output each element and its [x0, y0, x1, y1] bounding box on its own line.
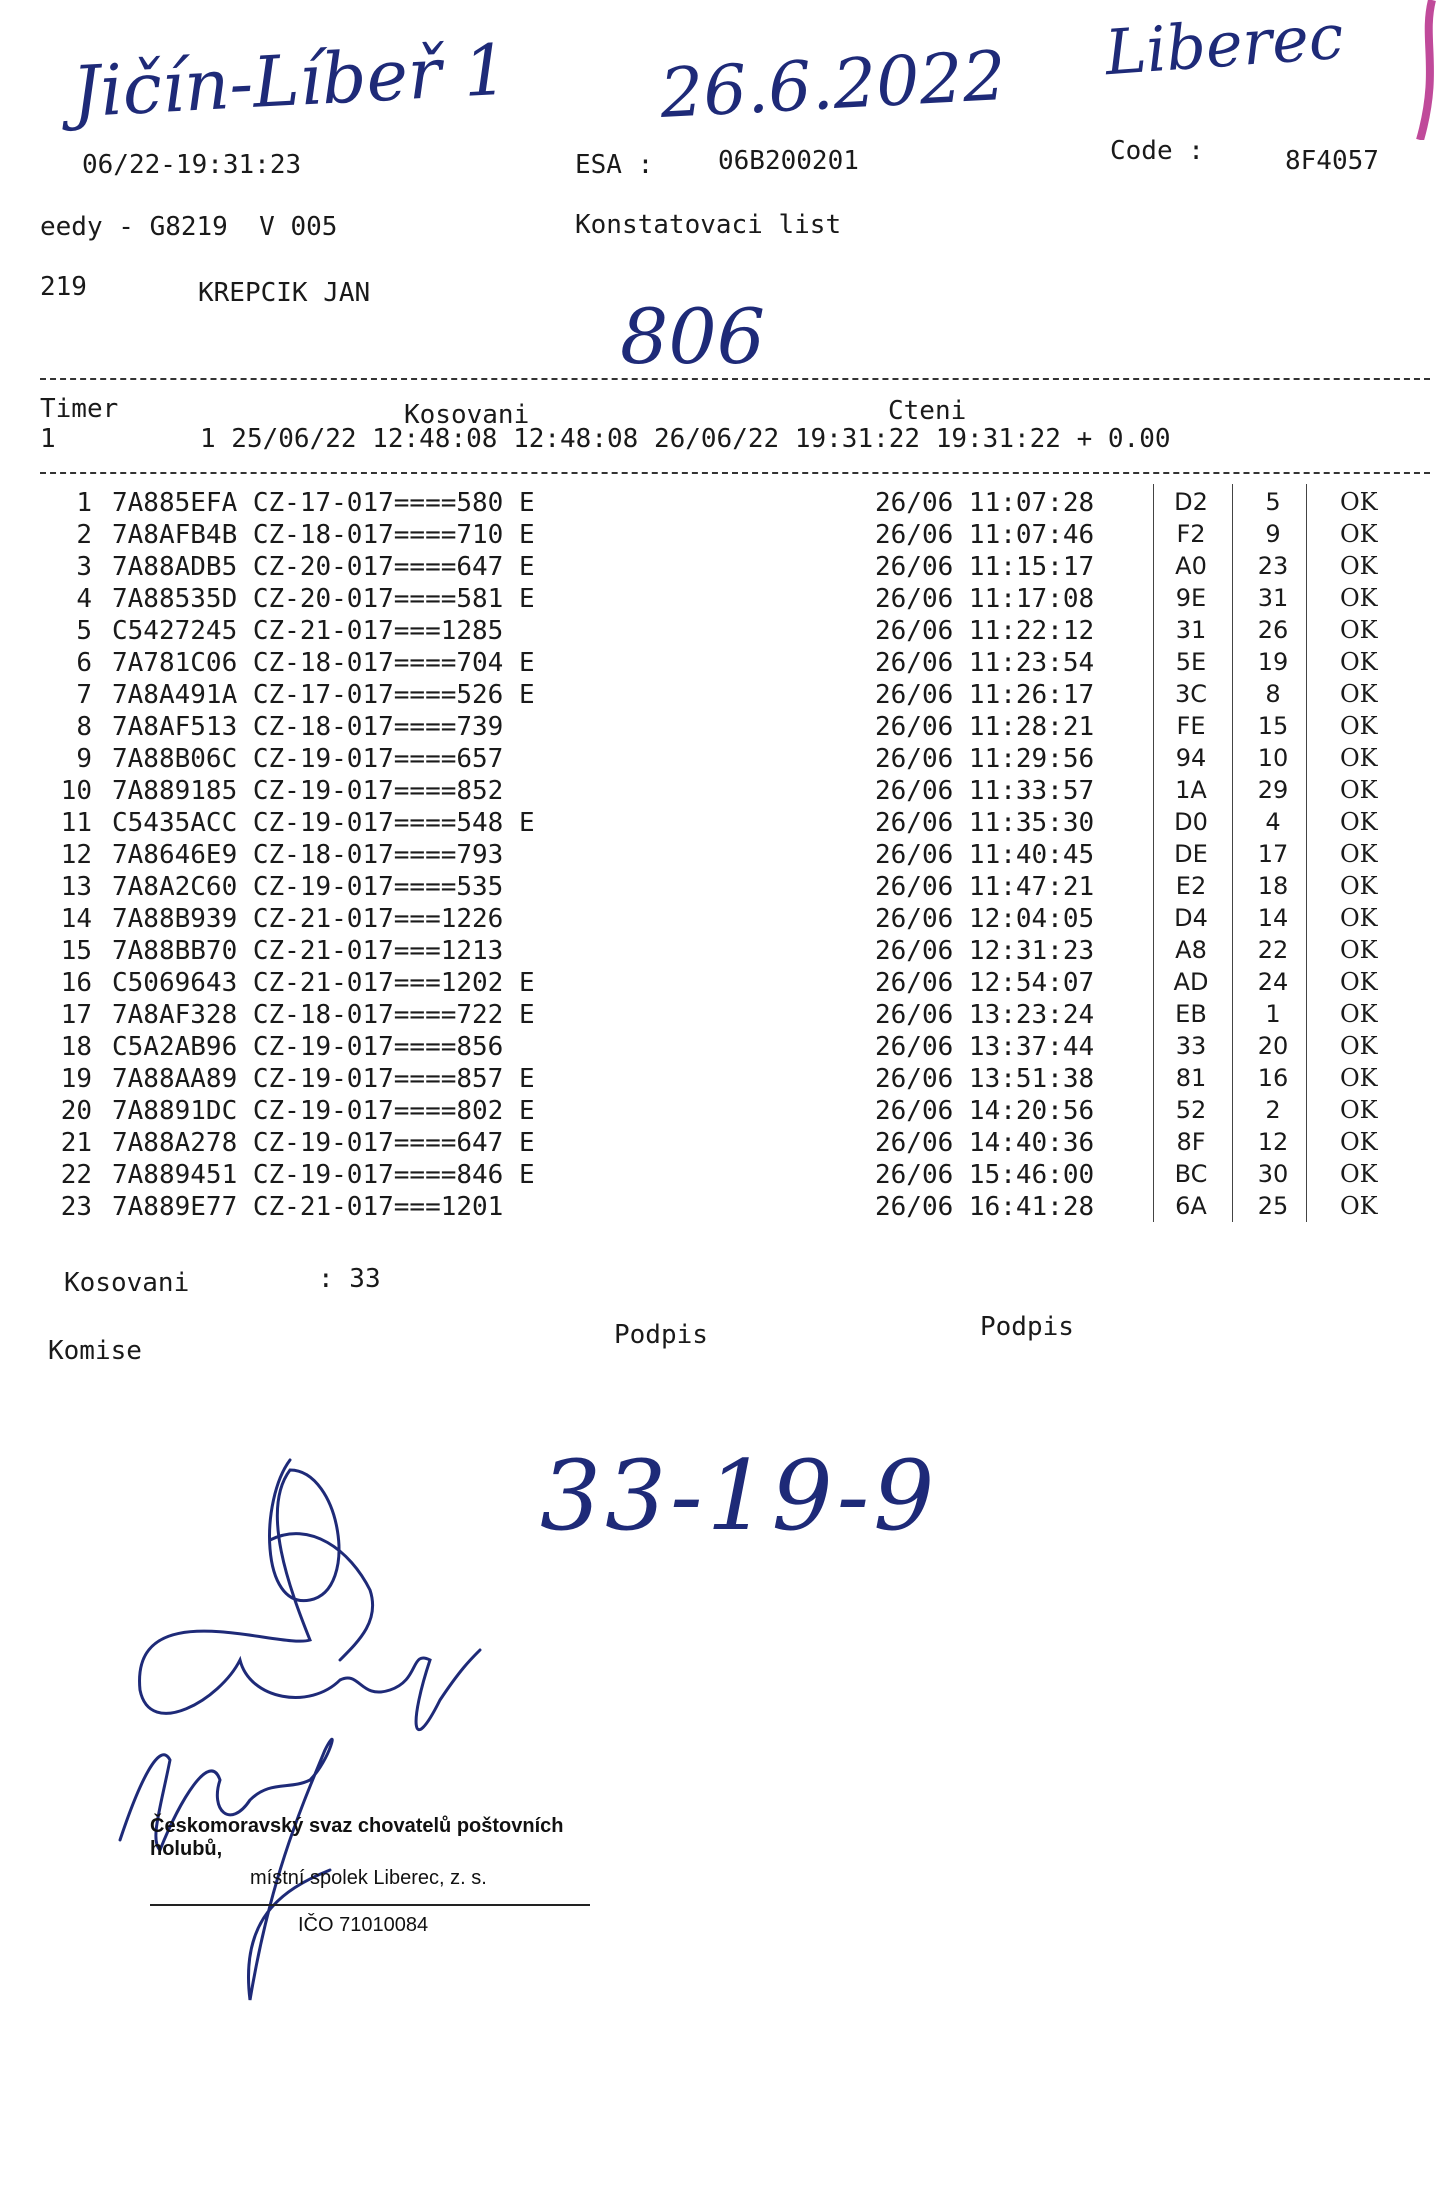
- ring-number: 7A88B939 CZ-21-017===1226: [112, 904, 504, 934]
- arrival-time: 26/06 15:46:00: [875, 1160, 1095, 1190]
- position-number: 5: [1265, 488, 1281, 516]
- arrival-time: 26/06 12:54:07: [875, 968, 1095, 998]
- position-number: 14: [1257, 904, 1289, 932]
- arrival-time: 26/06 11:29:56: [875, 744, 1095, 774]
- esa-label: ESA :: [575, 150, 654, 180]
- stamp-line-1: Českomoravský svaz chovatelů poštovních holubů,: [150, 1815, 564, 1860]
- code-value: 8F4057: [1285, 146, 1379, 176]
- clock-code: D0: [1174, 808, 1208, 836]
- status-ok: OK: [1340, 520, 1378, 548]
- arrival-time: 26/06 11:22:12: [875, 616, 1095, 646]
- table-row: [40, 1096, 1420, 1128]
- clock-code: D4: [1174, 904, 1208, 932]
- clock-code: 52: [1175, 1096, 1207, 1124]
- table-row: [40, 1192, 1420, 1224]
- clock-code: A0: [1175, 552, 1207, 580]
- position-number: 22: [1257, 936, 1289, 964]
- status-ok: OK: [1340, 1192, 1378, 1220]
- table-row: [40, 808, 1420, 840]
- clock-code: 3C: [1174, 680, 1208, 708]
- position-number: 23: [1257, 552, 1289, 580]
- status-ok: OK: [1340, 1032, 1378, 1060]
- ring-number: C5435ACC CZ-19-017====548 E: [112, 808, 535, 838]
- status-ok: OK: [1340, 712, 1378, 740]
- cteni-label: Cteni: [888, 396, 967, 426]
- organization-stamp: [150, 1815, 590, 1937]
- arrival-time: 26/06 11:17:08: [875, 584, 1095, 614]
- status-ok: OK: [1340, 1160, 1378, 1188]
- table-row: [40, 968, 1420, 1000]
- row-index: 13: [60, 872, 92, 902]
- table-row: [40, 648, 1420, 680]
- status-ok: OK: [1340, 488, 1378, 516]
- table-row: [40, 872, 1420, 904]
- arrival-time: 26/06 11:26:17: [875, 680, 1095, 710]
- owner-id: 219: [40, 272, 87, 302]
- ring-number: 7A8AFB4B CZ-18-017====710 E: [112, 520, 535, 550]
- position-number: 31: [1257, 584, 1289, 612]
- arrival-time: 26/06 14:20:56: [875, 1096, 1095, 1126]
- position-number: 9: [1265, 520, 1281, 548]
- arrival-table: [40, 488, 1420, 1224]
- ring-number: C5A2AB96 CZ-19-017====856: [112, 1032, 504, 1062]
- position-number: 12: [1257, 1128, 1289, 1156]
- position-number: 30: [1257, 1160, 1289, 1188]
- status-ok: OK: [1340, 968, 1378, 996]
- kosovani-total-value: : 33: [318, 1264, 381, 1294]
- row-index: 7: [76, 680, 92, 710]
- kosovani-total-label: Kosovani: [64, 1268, 190, 1298]
- row-index: 22: [60, 1160, 92, 1190]
- position-number: 1: [1265, 1000, 1281, 1028]
- arrival-time: 26/06 13:37:44: [875, 1032, 1095, 1062]
- arrival-time: 26/06 11:28:21: [875, 712, 1095, 742]
- position-number: 25: [1257, 1192, 1289, 1220]
- row-index: 11: [60, 808, 92, 838]
- ring-number: 7A88B06C CZ-19-017====657: [112, 744, 504, 774]
- ring-number: 7A88ADB5 CZ-20-017====647 E: [112, 552, 535, 582]
- timer-value: 1: [40, 424, 56, 454]
- arrival-time: 26/06 14:40:36: [875, 1128, 1095, 1158]
- esa-value: 06B200201: [718, 146, 859, 176]
- status-ok: OK: [1340, 872, 1378, 900]
- row-index: 6: [76, 648, 92, 678]
- row-index: 20: [60, 1096, 92, 1126]
- ring-number: 7A8AF328 CZ-18-017====722 E: [112, 1000, 535, 1030]
- clock-code: EB: [1175, 1000, 1207, 1028]
- position-number: 17: [1257, 840, 1289, 868]
- row-index: 21: [60, 1128, 92, 1158]
- arrival-time: 26/06 11:23:54: [875, 648, 1095, 678]
- stamp-line-2: místní spolek Liberec, z. s.: [250, 1867, 487, 1889]
- row-index: 16: [60, 968, 92, 998]
- ring-number: 7A88A278 CZ-19-017====647 E: [112, 1128, 535, 1158]
- handwritten-date: 26.6.2022: [658, 36, 1008, 135]
- arrival-time: 26/06 11:33:57: [875, 776, 1095, 806]
- clock-code: FE: [1176, 712, 1206, 740]
- position-number: 4: [1265, 808, 1281, 836]
- dashed-separator-bottom: [40, 472, 1430, 474]
- position-number: 24: [1257, 968, 1289, 996]
- table-row: [40, 1128, 1420, 1160]
- timing-line: 1 25/06/22 12:48:08 12:48:08 26/06/22 19:31:22 19:31:22 + 0.00: [200, 424, 1171, 454]
- status-ok: OK: [1340, 680, 1378, 708]
- table-row: [40, 936, 1420, 968]
- table-row: [40, 488, 1420, 520]
- arrival-time: 26/06 11:47:21: [875, 872, 1095, 902]
- table-row: [40, 616, 1420, 648]
- handwritten-place: Jičín-Líbeř 1: [70, 28, 510, 134]
- table-row: [40, 776, 1420, 808]
- status-ok: OK: [1340, 904, 1378, 932]
- position-number: 2: [1265, 1096, 1281, 1124]
- position-number: 19: [1257, 648, 1289, 676]
- ring-number: 7A781C06 CZ-18-017====704 E: [112, 648, 535, 678]
- clock-code: 94: [1175, 744, 1207, 772]
- row-index: 19: [60, 1064, 92, 1094]
- row-index: 12: [60, 840, 92, 870]
- table-row: [40, 712, 1420, 744]
- status-ok: OK: [1340, 1096, 1378, 1124]
- clock-code: BC: [1174, 1160, 1208, 1188]
- clock-code: F2: [1176, 520, 1206, 548]
- table-row: [40, 1000, 1420, 1032]
- clock-code: A8: [1175, 936, 1207, 964]
- position-number: 26: [1257, 616, 1289, 644]
- status-ok: OK: [1340, 584, 1378, 612]
- arrival-time: 26/06 11:40:45: [875, 840, 1095, 870]
- status-ok: OK: [1340, 744, 1378, 772]
- handwritten-city: Liberec: [1102, 0, 1346, 90]
- position-number: 29: [1257, 776, 1289, 804]
- stamp-line-3: IČO 71010084: [298, 1914, 429, 1936]
- status-ok: OK: [1340, 1000, 1378, 1028]
- position-number: 20: [1257, 1032, 1289, 1060]
- arrival-time: 26/06 12:31:23: [875, 936, 1095, 966]
- table-row: [40, 744, 1420, 776]
- ring-number: C5069643 CZ-21-017===1202 E: [112, 968, 535, 998]
- position-number: 18: [1257, 872, 1289, 900]
- clock-code: 8F: [1176, 1128, 1206, 1156]
- row-index: 5: [76, 616, 92, 646]
- row-index: 23: [60, 1192, 92, 1222]
- clock-code: DE: [1174, 840, 1208, 868]
- ring-number: C5427245 CZ-21-017===1285: [112, 616, 504, 646]
- row-index: 14: [60, 904, 92, 934]
- status-ok: OK: [1340, 1128, 1378, 1156]
- code-label: Code :: [1110, 136, 1204, 166]
- table-row: [40, 1160, 1420, 1192]
- position-number: 8: [1265, 680, 1281, 708]
- row-index: 8: [76, 712, 92, 742]
- handwritten-number: 806: [620, 292, 766, 381]
- ring-number: 7A88BB70 CZ-21-017===1213: [112, 936, 504, 966]
- komise-label: Komise: [48, 1336, 142, 1366]
- arrival-time: 26/06 11:35:30: [875, 808, 1095, 838]
- table-row: [40, 1032, 1420, 1064]
- table-row: [40, 552, 1420, 584]
- arrival-time: 26/06 11:07:46: [875, 520, 1095, 550]
- print-timestamp: 06/22-19:31:23: [82, 150, 302, 180]
- arrival-time: 26/06 11:07:28: [875, 488, 1095, 518]
- clock-code: 1A: [1175, 776, 1207, 804]
- clock-code: 81: [1175, 1064, 1207, 1092]
- row-index: 17: [60, 1000, 92, 1030]
- table-row: [40, 680, 1420, 712]
- device-info: eedy - G8219 V 005: [40, 212, 338, 242]
- row-index: 15: [60, 936, 92, 966]
- table-row: [40, 584, 1420, 616]
- ring-number: 7A88AA89 CZ-19-017====857 E: [112, 1064, 535, 1094]
- ring-number: 7A8AF513 CZ-18-017====739: [112, 712, 504, 742]
- ring-number: 7A8891DC CZ-19-017====802 E: [112, 1096, 535, 1126]
- owner-name: KREPCIK JAN: [198, 278, 371, 308]
- row-index: 2: [76, 520, 92, 550]
- ring-number: 7A889185 CZ-19-017====852: [112, 776, 504, 806]
- arrival-time: 26/06 13:23:24: [875, 1000, 1095, 1030]
- arrival-time: 26/06 16:41:28: [875, 1192, 1095, 1222]
- ring-number: 7A8A491A CZ-17-017====526 E: [112, 680, 535, 710]
- status-ok: OK: [1340, 1064, 1378, 1092]
- status-ok: OK: [1340, 648, 1378, 676]
- arrival-time: 26/06 13:51:38: [875, 1064, 1095, 1094]
- status-ok: OK: [1340, 616, 1378, 644]
- status-ok: OK: [1340, 936, 1378, 964]
- arrival-time: 26/06 11:15:17: [875, 552, 1095, 582]
- stamp-divider: [150, 1904, 590, 1906]
- podpis-label-1: Podpis: [614, 1320, 708, 1350]
- table-row: [40, 904, 1420, 936]
- status-ok: OK: [1340, 840, 1378, 868]
- position-number: 15: [1257, 712, 1289, 740]
- ring-number: 7A8646E9 CZ-18-017====793: [112, 840, 504, 870]
- position-number: 16: [1257, 1064, 1289, 1092]
- row-index: 4: [76, 584, 92, 614]
- clock-code: 33: [1175, 1032, 1207, 1060]
- clock-code: D2: [1174, 488, 1208, 516]
- ring-number: 7A88535D CZ-20-017====581 E: [112, 584, 535, 614]
- handwritten-score: 33-19-9: [540, 1440, 939, 1552]
- arrival-time: 26/06 12:04:05: [875, 904, 1095, 934]
- table-row: [40, 840, 1420, 872]
- ring-number: 7A8A2C60 CZ-19-017====535: [112, 872, 504, 902]
- ring-number: 7A889451 CZ-19-017====846 E: [112, 1160, 535, 1190]
- ring-number: 7A889E77 CZ-21-017===1201: [112, 1192, 504, 1222]
- table-row: [40, 520, 1420, 552]
- clock-code: 5E: [1175, 648, 1207, 676]
- position-number: 10: [1257, 744, 1289, 772]
- pink-marker-stroke: [1412, 0, 1440, 140]
- clock-code: E2: [1175, 872, 1207, 900]
- status-ok: OK: [1340, 808, 1378, 836]
- dashed-separator-top: [40, 378, 1430, 380]
- clock-code: 6A: [1175, 1192, 1207, 1220]
- clock-code: 9E: [1175, 584, 1207, 612]
- clock-code: AD: [1173, 968, 1209, 996]
- status-ok: OK: [1340, 776, 1378, 804]
- row-index: 9: [76, 744, 92, 774]
- timer-label: Timer: [40, 394, 119, 424]
- status-ok: OK: [1340, 552, 1378, 580]
- row-index: 1: [76, 488, 92, 518]
- document-title: Konstatovaci list: [575, 210, 842, 240]
- ring-number: 7A885EFA CZ-17-017====580 E: [112, 488, 535, 518]
- clock-code: 31: [1175, 616, 1207, 644]
- row-index: 3: [76, 552, 92, 582]
- podpis-label-2: Podpis: [980, 1312, 1074, 1342]
- table-row: [40, 1064, 1420, 1096]
- row-index: 10: [60, 776, 92, 806]
- kosovani-label: Kosovani: [404, 400, 530, 430]
- row-index: 18: [60, 1032, 92, 1062]
